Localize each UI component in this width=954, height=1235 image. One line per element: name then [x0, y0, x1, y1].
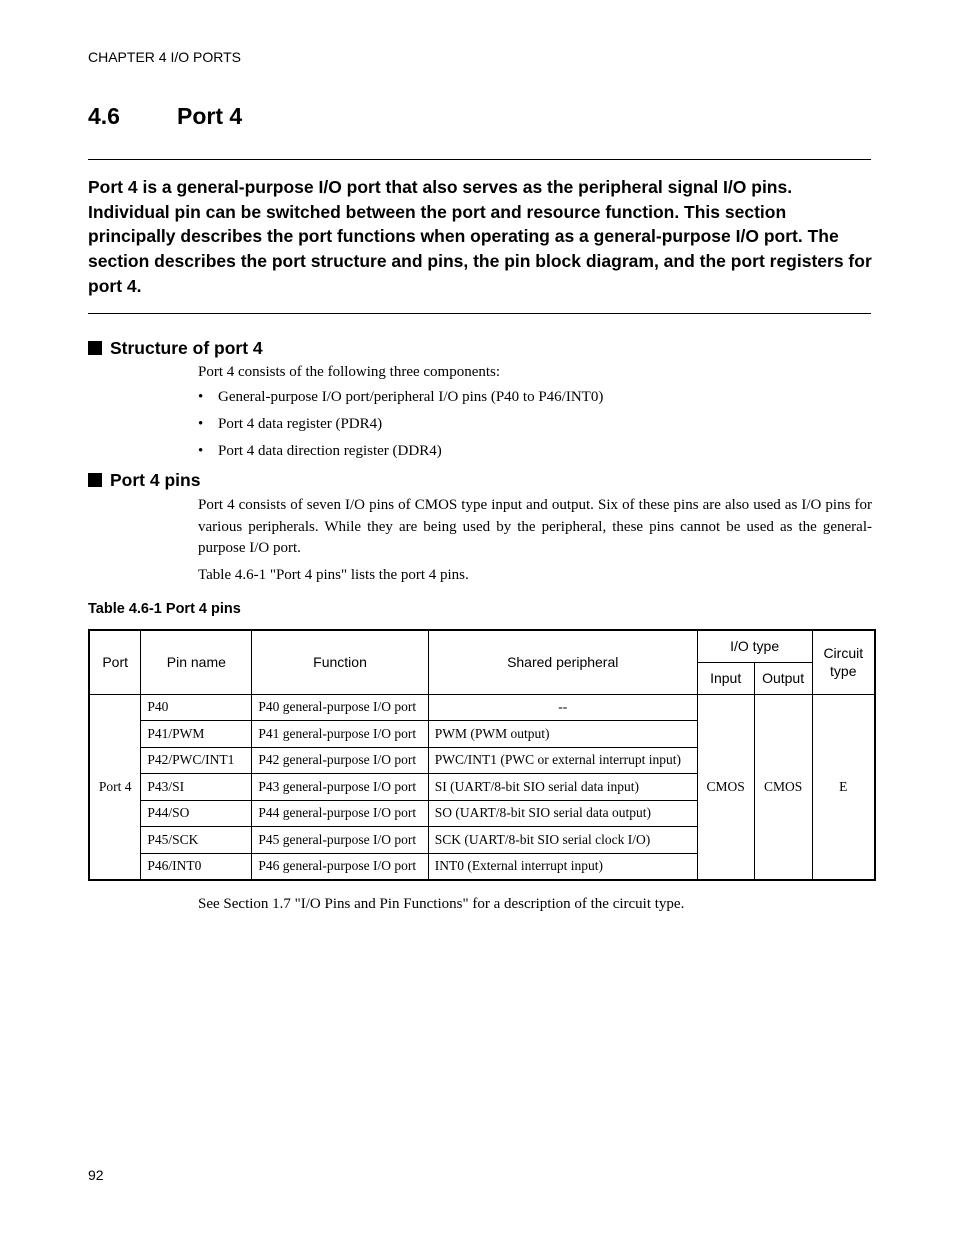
section-name: Port 4: [177, 103, 243, 129]
header-output: Output: [754, 662, 812, 694]
shared-cell: --: [428, 694, 697, 721]
pin-name-cell: P43/SI: [141, 774, 252, 801]
shared-cell: PWM (PWM output): [428, 721, 697, 748]
circuit-type-cell: E: [812, 694, 875, 880]
section-intro: Port 4 is a general-purpose I/O port that also serves as the peripheral signal I/O pins. Individual pin can be switched between the port and resource function. This section principally describes the port functions when operating as a general-purpose I/O port. The section describes the port structure and pins, the pin block diagram, and the port registers for port 4.: [88, 177, 872, 296]
shared-cell: SCK (UART/8-bit SIO serial clock I/O): [428, 827, 697, 854]
function-cell: P46 general-purpose I/O port: [252, 853, 428, 880]
header-input: Input: [697, 662, 754, 694]
table-reference: Table 4.6-1 "Port 4 pins" lists the port 4 pins.: [198, 567, 469, 583]
header-circuit-type: Circuit type: [812, 630, 875, 694]
top-divider: [88, 159, 871, 160]
page-number: 92: [88, 1167, 104, 1183]
header-port: Port: [89, 630, 141, 694]
pin-name-cell: P44/SO: [141, 800, 252, 827]
structure-lead: Port 4 consists of the following three components:: [198, 364, 501, 380]
function-cell: P41 general-purpose I/O port: [252, 721, 428, 748]
list-item: • Port 4 data register (PDR4): [198, 416, 383, 432]
function-cell: P43 general-purpose I/O port: [252, 774, 428, 801]
square-bullet-icon: [88, 473, 102, 487]
pin-name-cell: P41/PWM: [141, 721, 252, 748]
function-cell: P42 general-purpose I/O port: [252, 747, 428, 774]
structure-heading-text: Structure of port 4: [110, 338, 263, 358]
shared-cell: INT0 (External interrupt input): [428, 853, 697, 880]
output-type-cell: CMOS: [754, 694, 812, 880]
pin-name-cell: P46/INT0: [141, 853, 252, 880]
header-shared-peripheral: Shared peripheral: [428, 630, 697, 694]
pin-name-cell: P45/SCK: [141, 827, 252, 854]
port4-pins-table: [88, 629, 876, 881]
header-function: Function: [252, 630, 428, 694]
table-row: [89, 694, 875, 721]
section-number: 4.6: [88, 103, 120, 129]
list-item: • General-purpose I/O port/peripheral I/O pins (P40 to P46/INT0): [198, 389, 604, 405]
function-cell: P40 general-purpose I/O port: [252, 694, 428, 721]
function-cell: P45 general-purpose I/O port: [252, 827, 428, 854]
header-io-type: I/O type: [697, 630, 812, 662]
square-bullet-icon: [88, 341, 102, 355]
shared-cell: SO (UART/8-bit SIO serial data output): [428, 800, 697, 827]
port-cell: Port 4: [89, 694, 141, 880]
pin-name-cell: P42/PWC/INT1: [141, 747, 252, 774]
circuit-type-note: See Section 1.7 "I/O Pins and Pin Functions" for a description of the circuit type.: [198, 896, 685, 912]
pin-name-cell: P40: [141, 694, 252, 721]
header-pin-name: Pin name: [141, 630, 252, 694]
table-caption: Table 4.6-1 Port 4 pins: [88, 601, 241, 617]
pins-description: Port 4 consists of seven I/O pins of CMOS type input and output. Six of these pins are also used as I/O pins for various peripherals. While they are being used by the peripheral, these pins cannot be used as the general-purpose I/O port.: [198, 497, 872, 556]
list-item-text: Port 4 data direction register (DDR4): [218, 443, 442, 459]
list-item-text: General-purpose I/O port/peripheral I/O pins (P40 to P46/INT0): [218, 389, 604, 405]
input-type-cell: CMOS: [697, 694, 754, 880]
bottom-divider: [88, 313, 871, 314]
section-title: [88, 103, 242, 130]
structure-heading: [88, 338, 263, 359]
pins-heading: [88, 470, 200, 491]
function-cell: P44 general-purpose I/O port: [252, 800, 428, 827]
shared-cell: PWC/INT1 (PWC or external interrupt input): [428, 747, 697, 774]
chapter-header: CHAPTER 4 I/O PORTS: [88, 49, 241, 65]
shared-cell: SI (UART/8-bit SIO serial data input): [428, 774, 697, 801]
pins-heading-text: Port 4 pins: [110, 470, 201, 490]
list-item: • Port 4 data direction register (DDR4): [198, 443, 442, 459]
list-item-text: Port 4 data register (PDR4): [218, 416, 383, 432]
